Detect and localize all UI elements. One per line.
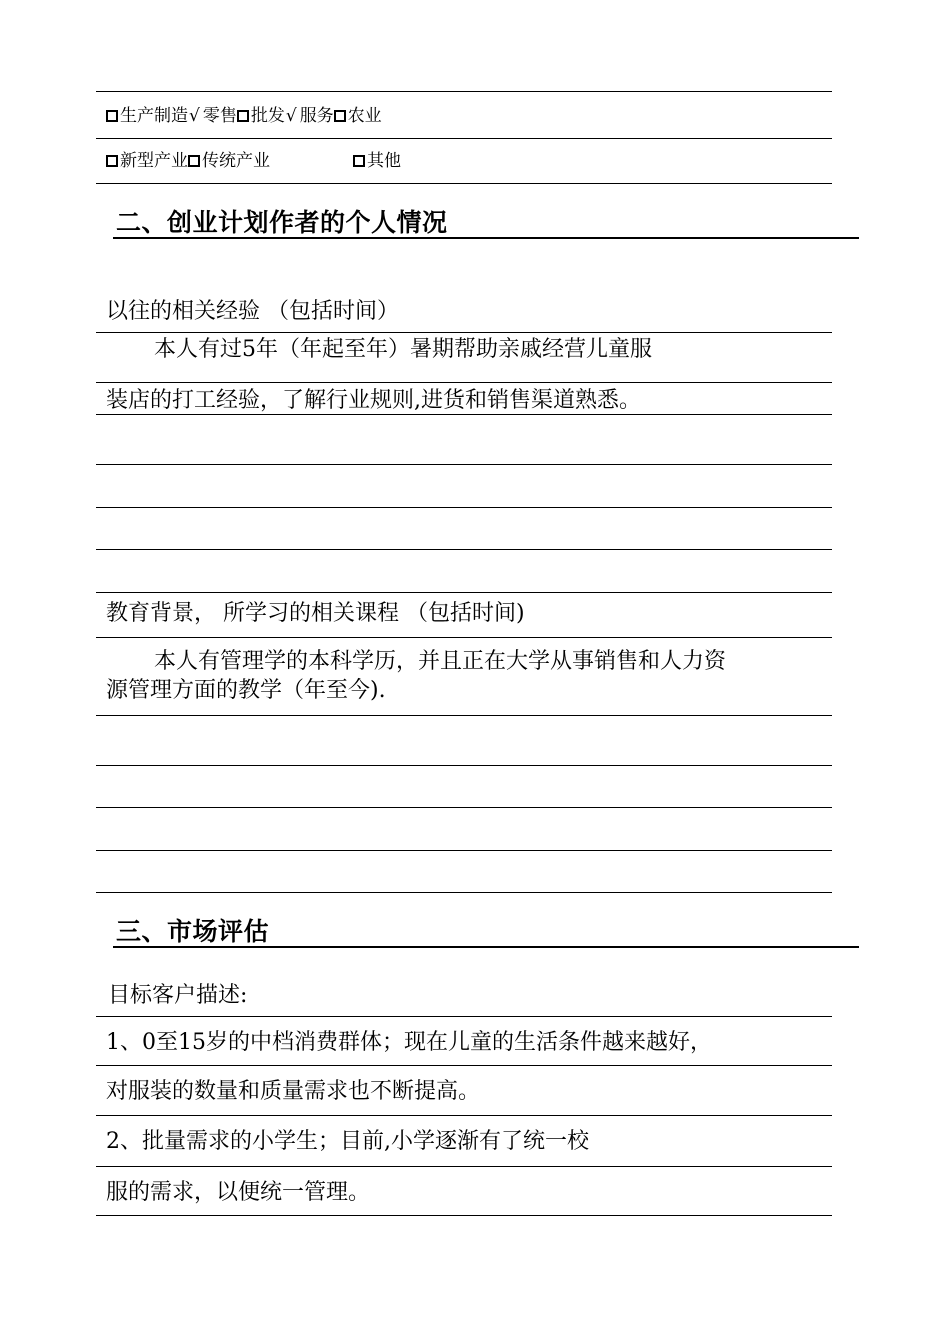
education-label: 教育背景， 所学习的相关课程 （包括时间) xyxy=(106,601,525,626)
row-rule xyxy=(96,1166,832,1167)
target-text-line: 服的需求，以便统一管理。 xyxy=(106,1180,371,1205)
education-text-line: 源管理方面的教学（年至今). xyxy=(106,678,386,703)
option-wholesale[interactable]: 批发 xyxy=(237,108,285,125)
row-rule xyxy=(96,1215,832,1216)
blank-line xyxy=(96,892,832,893)
target-text-line: 对服装的数量和质量需求也不断提高。 xyxy=(106,1079,481,1104)
checkbox-empty-icon xyxy=(106,155,118,167)
heading-underline xyxy=(113,237,859,239)
target-text-line: 1、0至15岁的中档消费群体；现在儿童的生活条件越来越好， xyxy=(106,1030,712,1055)
row-rule xyxy=(96,1016,832,1017)
blank-line xyxy=(96,807,832,808)
industry-row-2 xyxy=(106,153,270,170)
experience-text-line: 本人有过5年（年起至年）暑期帮助亲戚经营儿童服 xyxy=(154,337,652,362)
option-new-industry[interactable]: 新型产业 xyxy=(106,153,188,170)
experience-label: 以往的相关经验 （包括时间） xyxy=(106,299,399,324)
row-rule xyxy=(96,183,832,184)
row-rule xyxy=(96,382,832,383)
checkbox-empty-icon xyxy=(353,155,365,167)
checkmark-icon: √ xyxy=(285,106,297,126)
target-text-line: 2、批量需求的小学生；目前,小学逐渐有了统一校 xyxy=(106,1129,589,1154)
industry-row-1 xyxy=(106,108,382,125)
heading-underline xyxy=(113,946,859,948)
blank-line xyxy=(96,850,832,851)
checkbox-empty-icon xyxy=(237,110,249,122)
blank-line xyxy=(96,507,832,508)
blank-line xyxy=(96,549,832,550)
row-rule xyxy=(96,332,832,333)
checkmark-icon: √ xyxy=(189,106,200,126)
row-rule xyxy=(96,1115,832,1116)
option-other[interactable]: 其他 xyxy=(353,153,401,170)
education-text-line: 本人有管理学的本科学历，并且正在大学从事销售和人力资 xyxy=(154,649,727,674)
blank-line xyxy=(96,592,832,593)
section-heading-personal: 二、创业计划作者的个人情况 xyxy=(116,208,448,237)
checkbox-empty-icon xyxy=(334,110,346,122)
checkbox-empty-icon xyxy=(188,155,200,167)
option-traditional-industry[interactable]: 传统产业 xyxy=(188,153,270,170)
row-rule xyxy=(96,637,832,638)
row-rule xyxy=(96,715,832,716)
target-customer-label: 目标客户描述: xyxy=(108,983,248,1008)
checkbox-empty-icon xyxy=(106,110,118,122)
option-agriculture[interactable]: 农业 xyxy=(334,108,382,125)
row-rule xyxy=(96,414,832,415)
section-heading-market: 三、市场评估 xyxy=(116,917,270,946)
row-rule xyxy=(96,138,832,139)
option-retail[interactable]: √ 零售 xyxy=(189,106,237,126)
blank-line xyxy=(96,765,832,766)
blank-line xyxy=(96,464,832,465)
row-rule xyxy=(96,1065,832,1066)
option-service[interactable]: √ 服务 xyxy=(285,106,334,126)
experience-text-line: 装店的打工经验，了解行业规则,进货和销售渠道熟悉。 xyxy=(106,388,641,413)
option-manufacturing[interactable]: 生产制造 xyxy=(106,108,188,125)
top-rule xyxy=(96,91,832,92)
